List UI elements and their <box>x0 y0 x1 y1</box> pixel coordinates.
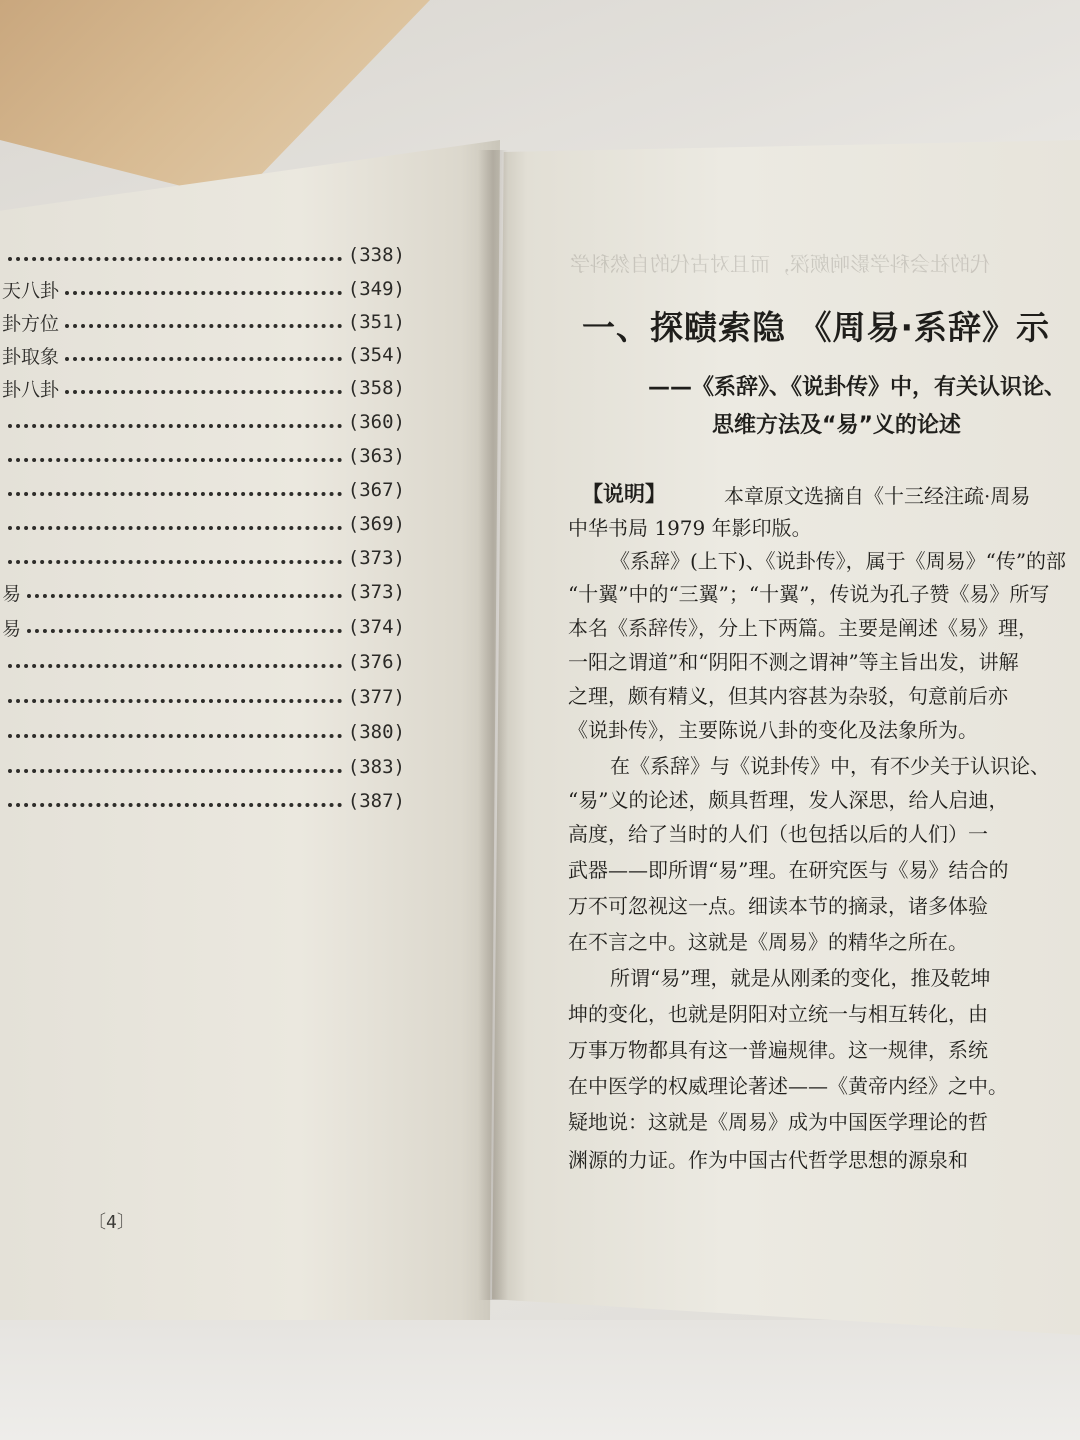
toc-entry-page: (351) <box>347 311 405 333</box>
body-line: “十翼”中的“三翼”；“十翼”，传说为孔子赞《易》所写 <box>568 582 1050 606</box>
toc-leader-dots <box>8 699 342 703</box>
body-line: 在不言之中。这就是《周易》的精华之所在。 <box>568 930 968 954</box>
toc-entry-title: 卦八卦 <box>2 378 60 401</box>
toc-entry-page: (376) <box>347 651 405 673</box>
toc-entry-page: (383) <box>347 756 405 778</box>
toc-entry-title: 卦取象 <box>2 345 60 368</box>
toc-leader-dots <box>65 390 342 394</box>
toc-leader-dots <box>8 769 342 773</box>
body-line: 一阳之谓道”和“阴阳不测之谓神”等主旨出发，讲解 <box>568 650 1019 674</box>
body-line: 万事万物都具有这一普遍规律。这一规律，系统 <box>568 1038 988 1062</box>
body-line: 中华书局 1979 年影印版。 <box>568 516 812 540</box>
toc-entry <box>0 340 405 370</box>
body-line: 渊源的力证。作为中国古代哲学思想的源泉和 <box>568 1148 968 1172</box>
toc-entry-page: (369) <box>347 513 405 535</box>
toc-leader-dots <box>8 257 342 261</box>
toc-entry <box>0 717 405 747</box>
body-line: 《系辞》(上下)、《说卦传》，属于《周易》“传”的部 <box>610 549 1067 573</box>
body-line: 高度，给了当时的人们（也包括以后的人们）一 <box>568 822 988 846</box>
toc-leader-dots <box>8 734 342 738</box>
toc-entry <box>0 682 405 712</box>
toc-entry <box>0 752 405 782</box>
toc-entry <box>0 786 405 816</box>
toc-leader-dots <box>8 424 342 428</box>
note-label: 【说明】 <box>582 482 666 506</box>
body-line: 本名《系辞传》，分上下两篇。主要是阐述《易》理， <box>568 616 1038 640</box>
toc-entry <box>0 612 405 642</box>
toc-entry-page: (338) <box>347 244 405 266</box>
toc-entry-page: (387) <box>347 790 405 812</box>
toc-leader-dots <box>65 324 342 328</box>
toc-entry-title: 易 <box>2 582 22 605</box>
toc-leader-dots <box>8 664 342 668</box>
body-line: 所谓“易”理，就是从刚柔的变化，推及乾坤 <box>610 966 991 990</box>
body-line: 武器——即所谓“易”理。在研究医与《易》结合的 <box>568 858 1009 882</box>
toc-entry <box>0 577 405 607</box>
toc-entry-page: (374) <box>347 616 405 638</box>
book-gutter <box>478 150 508 1300</box>
toc-entry-page: (360) <box>347 411 405 433</box>
toc-entry-page: (363) <box>347 445 405 467</box>
toc-leader-dots <box>8 560 342 564</box>
toc-leader-dots <box>8 458 342 462</box>
toc-leader-dots <box>65 291 342 295</box>
body-line: 在《系辞》与《说卦传》中，有不少关于认识论、 <box>610 754 1050 778</box>
toc-entry <box>0 509 405 539</box>
toc-entry-page: (358) <box>347 377 405 399</box>
toc-leader-dots <box>27 629 342 633</box>
chapter-subtitle-line2: 思维方法及“易”义的论述 <box>712 413 961 438</box>
toc-entry-page: (377) <box>347 686 405 708</box>
toc-leader-dots <box>27 594 342 598</box>
toc-entry-title: 卦方位 <box>2 312 60 335</box>
chapter-subtitle-line1: ——《系辞》、《说卦传》中，有关认识论、 <box>648 375 1067 400</box>
chapter-title: 一、探赜索隐 《周易·系辞》示 <box>582 308 1051 347</box>
toc-entry-page: (373) <box>347 581 405 603</box>
toc-entry <box>0 407 405 437</box>
body-line: 本章原文选摘自《十三经注疏·周易 <box>724 484 1031 508</box>
toc-entry <box>0 373 405 403</box>
toc-entry-page: (349) <box>347 278 405 300</box>
show-through-text: 代的社会科学影响颇深，而且对古代的自然科学 <box>570 252 990 276</box>
toc-entry-page: (367) <box>347 479 405 501</box>
body-line: “易”义的论述，颇具哲理，发人深思，给人启迪， <box>568 788 1009 812</box>
body-line: 《说卦传》，主要陈说八卦的变化及法象所为。 <box>568 718 978 742</box>
page-number: 〔4〕 <box>88 1212 135 1233</box>
body-line: 万不可忽视这一点。细读本节的摘录，诸多体验 <box>568 894 988 918</box>
toc-entry-page: (373) <box>347 547 405 569</box>
body-line: 在中医学的权威理论著述——《黄帝内经》之中。 <box>568 1074 1008 1098</box>
body-line: 疑地说：这就是《周易》成为中国医学理论的哲 <box>568 1110 988 1134</box>
toc-leader-dots <box>8 492 342 496</box>
toc-entry-page: (380) <box>347 721 405 743</box>
table-surface <box>0 1320 1080 1440</box>
toc-leader-dots <box>65 357 342 361</box>
toc-entry <box>0 307 405 337</box>
toc-entry <box>0 543 405 573</box>
toc-entry-title: 天八卦 <box>2 279 60 302</box>
toc-entry-title: 易 <box>2 617 22 640</box>
toc-entry <box>0 240 405 270</box>
toc-leader-dots <box>8 803 342 807</box>
toc-entry <box>0 441 405 471</box>
body-line: 坤的变化，也就是阴阳对立统一与相互转化，由 <box>568 1002 988 1026</box>
toc-leader-dots <box>8 526 342 530</box>
toc-entry <box>0 475 405 505</box>
toc-entry <box>0 274 405 304</box>
toc-entry-page: (354) <box>347 344 405 366</box>
toc-entry <box>0 647 405 677</box>
body-line: 之理，颇有精义，但其内容甚为杂驳，句意前后亦 <box>568 684 1008 708</box>
